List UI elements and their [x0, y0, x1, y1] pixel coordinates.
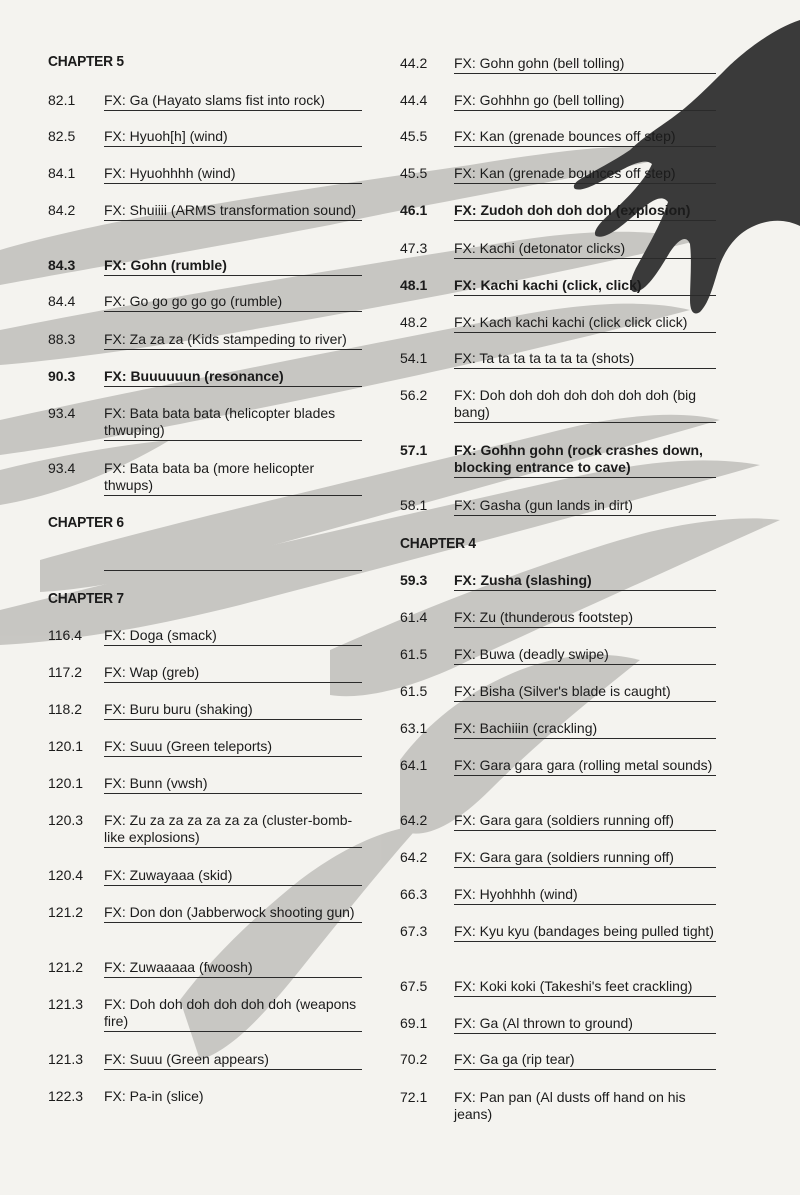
page-panel-number: 120.1: [48, 738, 84, 754]
fx-description: FX: Bata bata ba (more helicopter thwups): [104, 460, 362, 496]
page-panel-number: 121.2: [48, 959, 84, 975]
page-panel-number: 84.2: [48, 202, 76, 218]
fx-description: FX: Bunn (vwsh): [104, 775, 362, 794]
fx-description: FX: Bisha (Silver's blade is caught): [454, 683, 716, 702]
page-panel-number: 120.4: [48, 867, 84, 883]
fx-description: FX: Don don (Jabberwock shooting gun): [104, 904, 362, 923]
page-panel-number: 54.1: [400, 350, 428, 366]
fx-description: FX: Kachi (detonator clicks): [454, 240, 716, 259]
page-panel-number: 72.1: [400, 1089, 428, 1105]
fx-description: FX: Zuwayaaa (skid): [104, 867, 362, 886]
page-panel-number: 56.2: [400, 387, 428, 403]
fx-description: FX: Ga (Hayato slams fist into rock): [104, 92, 362, 111]
page-panel-number: 84.3: [48, 257, 76, 273]
fx-description: FX: Bachiiin (crackling): [454, 720, 716, 739]
page-panel-number: 47.3: [400, 240, 428, 256]
page-panel-number: 121.3: [48, 1051, 84, 1067]
fx-description: FX: Suuu (Green teleports): [104, 738, 362, 757]
chapter-4-heading: CHAPTER 4: [400, 535, 476, 552]
page-panel-number: 120.3: [48, 812, 84, 828]
fx-description: FX: Hyuoh[h] (wind): [104, 128, 362, 147]
fx-description: FX: Suuu (Green appears): [104, 1051, 362, 1070]
page-panel-number: 67.5: [400, 978, 428, 994]
fx-description: FX: Gara gara (soldiers running off): [454, 849, 716, 868]
fx-description: FX: Zusha (slashing): [454, 572, 716, 591]
page-panel-number: 48.2: [400, 314, 428, 330]
fx-description: FX: Gohn gohn (bell tolling): [454, 55, 716, 74]
page-panel-number: 93.4: [48, 460, 76, 476]
fx-description: FX: Kan (grenade bounces off step): [454, 165, 716, 184]
fx-description: FX: Shuiiii (ARMS transformation sound): [104, 202, 362, 221]
page-panel-number: 88.3: [48, 331, 76, 347]
page-panel-number: 64.1: [400, 757, 428, 773]
fx-description: FX: Za za za (Kids stampeding to river): [104, 331, 362, 350]
fx-description: FX: Doh doh doh doh doh doh doh (big bang): [454, 387, 716, 423]
page-panel-number: 63.1: [400, 720, 428, 736]
fx-description: FX: Bata bata bata (helicopter blades thwuping): [104, 405, 362, 441]
page-panel-number: 59.3: [400, 572, 428, 588]
page-panel-number: 118.2: [48, 701, 82, 717]
fx-description: FX: Ga ga (rip tear): [454, 1051, 716, 1070]
chapter-5-heading: CHAPTER 5: [48, 53, 124, 70]
page-panel-number: 57.1: [400, 442, 428, 458]
page-panel-number: 69.1: [400, 1015, 428, 1031]
fx-description: FX: Buwa (deadly swipe): [454, 646, 716, 665]
fx-description: FX: Buuuuuun (resonance): [104, 368, 362, 387]
fx-description: FX: Zuwaaaaa (fwoosh): [104, 959, 362, 978]
page-panel-number: 121.2: [48, 904, 84, 920]
page-panel-number: 82.5: [48, 128, 76, 144]
page-panel-number: 67.3: [400, 923, 428, 939]
fx-description: FX: Ga (Al thrown to ground): [454, 1015, 716, 1034]
page-panel-number: 70.2: [400, 1051, 428, 1067]
fx-description: FX: Gohhhn go (bell tolling): [454, 92, 716, 111]
fx-description: FX: Gasha (gun lands in dirt): [454, 497, 716, 516]
page-panel-number: 64.2: [400, 849, 428, 865]
page-panel-number: 117.2: [48, 664, 82, 680]
chapter-7-heading: CHAPTER 7: [48, 590, 124, 607]
page-panel-number: 44.2: [400, 55, 428, 71]
fx-description: FX: Gara gara (soldiers running off): [454, 812, 716, 831]
page-panel-number: 116.4: [48, 627, 82, 643]
page-panel-number: 66.3: [400, 886, 428, 902]
page-panel-number: 84.4: [48, 293, 76, 309]
fx-description: FX: Kach kachi kachi (click click click): [454, 314, 716, 333]
fx-description: FX: Zudoh doh doh doh (explosion): [454, 202, 716, 221]
chapter-6-heading: CHAPTER 6: [48, 514, 124, 531]
page-panel-number: 58.1: [400, 497, 428, 513]
fx-description: FX: Wap (greb): [104, 664, 362, 683]
page-panel-number: 64.2: [400, 812, 428, 828]
page-panel-number: 120.1: [48, 775, 84, 791]
fx-description: FX: Hyuohhhh (wind): [104, 165, 362, 184]
page-panel-number: 82.1: [48, 92, 76, 108]
fx-description: FX: Gara gara gara (rolling metal sounds): [454, 757, 716, 776]
page-panel-number: 90.3: [48, 368, 76, 384]
fx-description: FX: Go go go go go (rumble): [104, 293, 362, 312]
page-panel-number: 45.5: [400, 128, 428, 144]
fx-description: FX: Gohhn gohn (rock crashes down, blocking entrance to cave): [454, 442, 716, 478]
page-panel-number: 61.5: [400, 646, 428, 662]
page-panel-number: 46.1: [400, 202, 428, 218]
fx-description: FX: Zu (thunderous footstep): [454, 609, 716, 628]
fx-description: FX: Hyohhhh (wind): [454, 886, 716, 905]
fx-description: FX: Gohn (rumble): [104, 257, 362, 276]
fx-description: FX: Pan pan (Al dusts off hand on his jeans): [454, 1089, 686, 1122]
fx-description: FX: Zu za za za za za za (cluster-bomb-like explosions): [104, 812, 362, 848]
page-panel-number: 44.4: [400, 92, 428, 108]
fx-description: FX: Pa-in (slice): [104, 1088, 204, 1104]
fx-description: FX: Ta ta ta ta ta ta ta (shots): [454, 350, 716, 369]
fx-description: FX: Kyu kyu (bandages being pulled tight): [454, 923, 716, 942]
page-panel-number: 84.1: [48, 165, 76, 181]
page-panel-number: 48.1: [400, 277, 428, 293]
fx-description: FX: Kan (grenade bounces off step): [454, 128, 716, 147]
page-panel-number: 61.4: [400, 609, 428, 625]
page-panel-number: 61.5: [400, 683, 428, 699]
fx-description: FX: Doh doh doh doh doh doh (weapons fire): [104, 996, 362, 1032]
fx-description: FX: Kachi kachi (click, click): [454, 277, 716, 296]
fx-description: FX: Koki koki (Takeshi's feet crackling): [454, 978, 716, 997]
fx-description: FX: Buru buru (shaking): [104, 701, 362, 720]
page-panel-number: 121.3: [48, 996, 84, 1012]
fx-description: FX: Doga (smack): [104, 627, 362, 646]
chapter-6-empty-rule: [104, 570, 362, 571]
page-panel-number: 122.3: [48, 1088, 84, 1104]
page-panel-number: 93.4: [48, 405, 76, 421]
page-panel-number: 45.5: [400, 165, 428, 181]
